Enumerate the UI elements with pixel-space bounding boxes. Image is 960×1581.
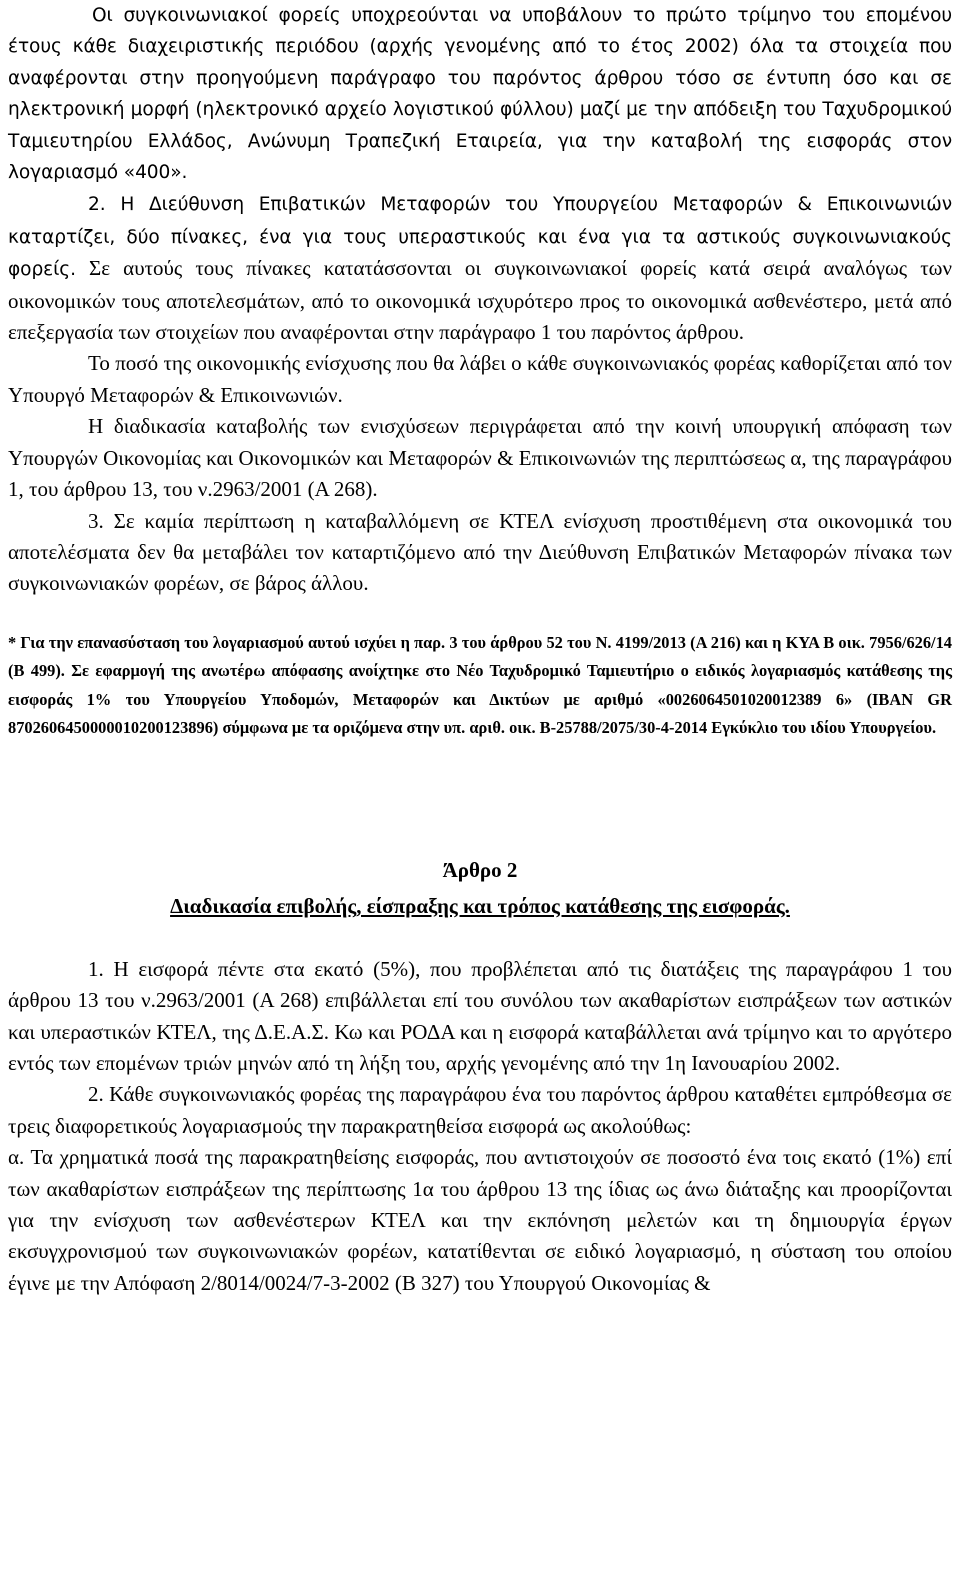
paragraph-2-sans-part: 2. Η Διεύθυνση Επιβατικών Μεταφορών του Υπουργείου Μεταφορών & Επικοινωνιών καταρτίζει, δύο πίνακες, ένα για τους υπεραστικούς και ένα για τα αστικούς συγκοινωνιακούς φορείς.: [8, 194, 952, 281]
paragraph-3-ktel-aid: 3. Σε καμία περίπτωση η καταβαλλόμενη σε ΚΤΕΛ ενίσχυση προστιθέμενη στα οικονομικά του αποτελέσματα δεν θα μεταβάλει τον καταρτιζόμενο από την Διεύθυνση Επιβατικών Μεταφορών πίνακα των συγκοινωνιακών φορέων, σε βάρος άλλου.: [8, 508, 952, 596]
footnote-account-reestablishment: * Για την επανασύσταση του λογαριασμού αυτού ισχύει η παρ. 3 του άρθρου 52 του Ν. 4199/2013 (Α 216) και η ΚΥΑ Β οικ. 7956/626/14 (Β 499). Σε εφαρμογή της ανωτέρω απόφασης ανοίχτηκε στο Νέο Ταχυδρομικό Ταμιευτήριο ο ειδικός λογαριασμός κατάθεσης της εισφοράς 1% του Υπουργείου Υποδομών, Μεταφορών και Δικτύων με αριθμό «0026064501020012389 6» (IBAN GR 8702606450000010200123896) σύμφωνα με τα οριζόμενα στην υπ. αριθ. οικ. Β-25788/2075/30-4-2014 Εγκύκλιο του ιδίου Υπουργείου.: [8, 632, 952, 738]
article-title: Άρθρο 2: [442, 857, 518, 882]
article-paragraph-alpha: α. Τα χρηματικά ποσά της παρακρατηθείσης εισφοράς, που αντιστοιχούν σε ποσοστό ένα τοις εκατό (1%) επί των ακαθαρίστων εισπράξεων της περίπτωσης 1α του άρθρου 13 της ίδιας ως άνω διάταξης και προορίζονται για την ενίσχυση των ασθενέστερων ΚΤΕΛ και την εκπόνηση μελετών και τη δημιουργία έργων εκσυγχρονισμού των συγκοινωνιακών φορέων, κατατίθενται σε ειδικό λογαριασμό, η σύσταση του οποίου έγινε με την Απόφαση 2/8014/0024/7-3-2002 (Β 327) του Υπουργού Οικονομίας &: [8, 1145, 952, 1295]
paragraph-reporting-obligation: Οι συγκοινωνιακοί φορείς υποχρεούνται να υποβάλουν το πρώτο τρίμηνο του επομένου έτους κάθε διαχειριστικής περιόδου (αρχής γενομένης από το έτος 2002) όλα τα στοιχεία που αναφέρονται στην προηγούμενη παράγραφο του παρόντος άρθρου τόσο σε έντυπη όσο και σε ηλεκτρονική μορφή (ηλεκτρονικό αρχείο λογιστικού φύλλου) μαζί με την απόδειξη του Ταχυδρομικού Ταμιευτηρίου Ελλάδος, Ανώνυμη Τραπεζική Εταιρεία, για την καταβολή της εισφοράς στον λογαριασμό «400».: [8, 5, 952, 184]
paragraph-payment-procedure: Η διαδικασία καταβολής των ενισχύσεων περιγράφεται από την κοινή υπουργική απόφαση των Υπουργών Οικονομίας και Οικονομικών και Μεταφορών & Επικοινωνιών της περιπτώσεως α, της παραγράφου 1, του άρθρου 13, του ν.2963/2001 (Α 268).: [8, 414, 952, 502]
paragraph-aid-amount: Το ποσό της οικονομικής ενίσχυσης που θα λάβει ο κάθε συγκοινωνιακός φορέας καθορίζεται από τον Υπουργό Μεταφορών & Επικοινωνιών.: [8, 351, 952, 407]
document-page: [8, 0, 952, 1299]
article-body: [8, 954, 952, 1299]
paragraph-2-tables: [8, 188, 952, 348]
article-subtitle: Διαδικασία επιβολής, είσπραξης και τρόπος κατάθεσης της εισφοράς.: [170, 893, 790, 918]
article-paragraph-1: 1. Η εισφορά πέντε στα εκατό (5%), που προβλέπεται από τις διατάξεις της παραγράφου 1 του άρθρου 13 του ν.2963/2001 (Α 268) επιβάλλεται επί του συνόλου των ακαθαρίστων εισπράξεων των αστικών και υπεραστικών ΚΤΕΛ, της Δ.Ε.Α.Σ. Κω και ΡΟΔΑ και η εισφορά καταβάλλεται ανά τρίμηνο και το αργότερο εντός των επομένων τριών μηνών από τη λήξη του, αρχής γενομένης από την 1η Ιανουαρίου 2002.: [8, 956, 952, 1075]
article-paragraph-2: 2. Κάθε συγκοινωνιακός φορέας της παραγράφου ένα του παρόντος άρθρου καταθέτει εμπρόθεσμα σε τρεις διαφορετικούς λογαριασμούς την παρακρατηθείσα εισφορά ως ακολούθως:: [8, 1082, 952, 1138]
paragraph-2-serif-part: Σε αυτούς τους πίνακες κατατάσσονται οι συγκοινωνιακοί φορείς κατά σειρά αναλόγως των οικονομικών τους αποτελεσμάτων, από το οικονομικά ισχυρότερο προς το οικονομικά ασθενέστερο, μετά από επεξεργασία των στοιχείων που αναφέρονται στην παράγραφο 1 του παρόντος άρθρου.: [8, 256, 952, 345]
